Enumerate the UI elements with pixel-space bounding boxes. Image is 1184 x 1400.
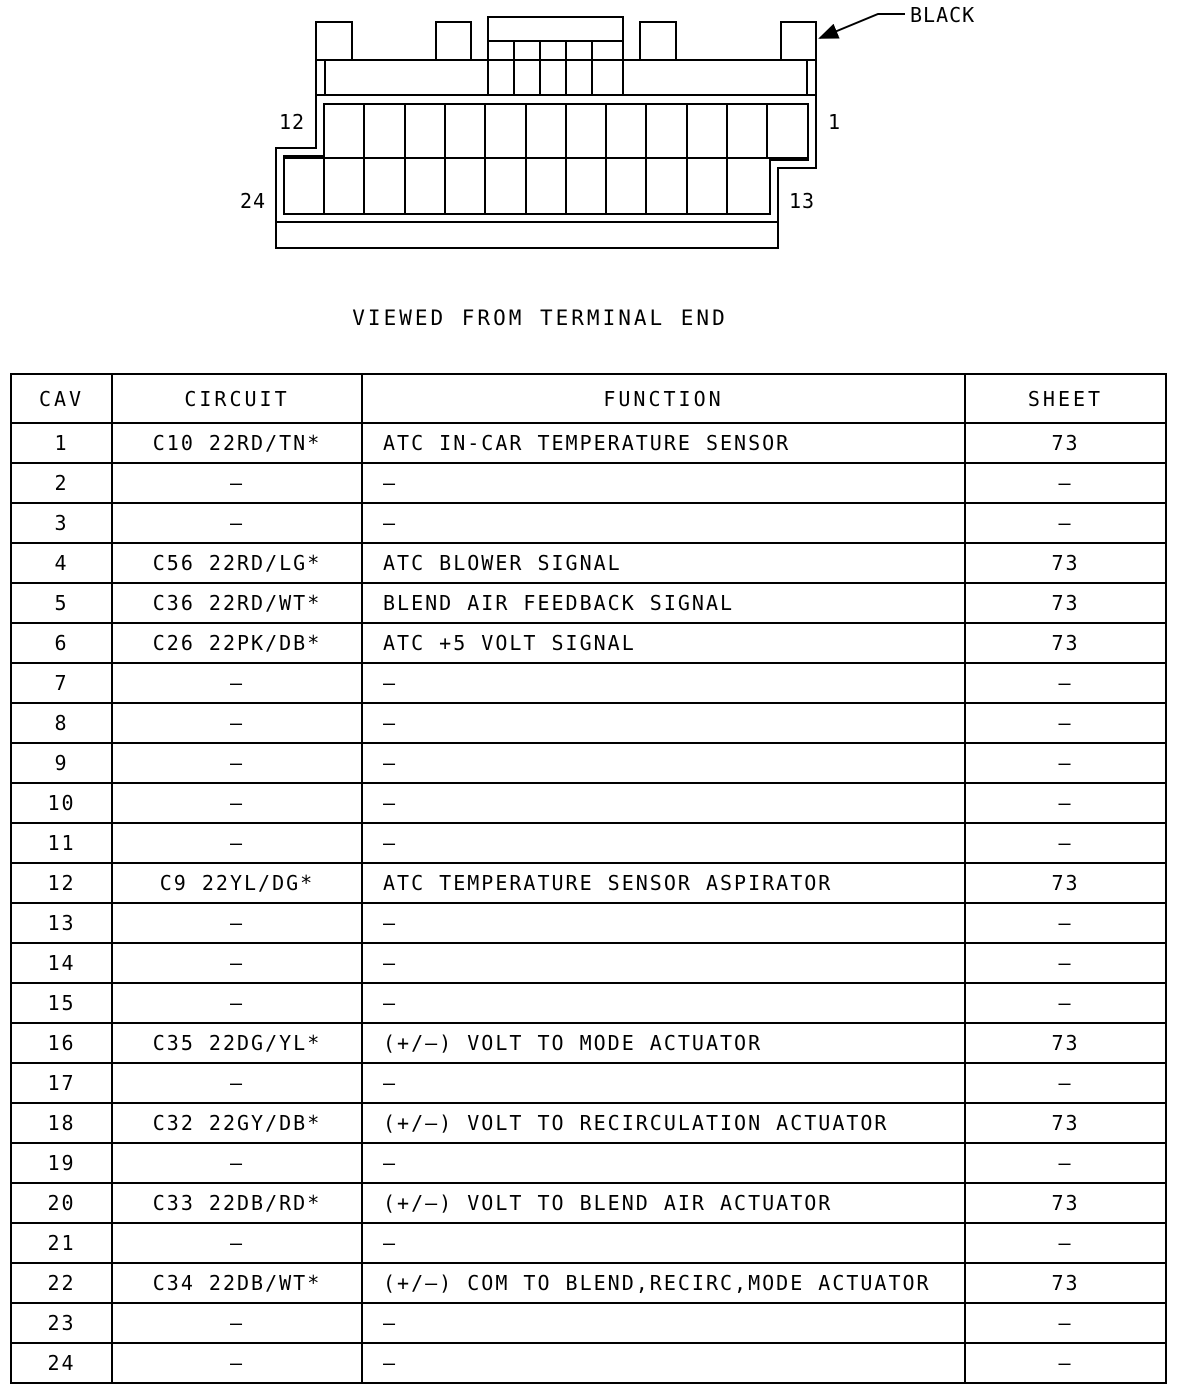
function-cell: (+/—) COM TO BLEND,RECIRC,MODE ACTUATOR: [362, 1263, 965, 1303]
function-cell: —: [362, 1303, 965, 1343]
header-cav: CAV: [11, 374, 112, 423]
sheet-cell: 73: [965, 623, 1166, 663]
sheet-cell: —: [965, 663, 1166, 703]
cavity-label-12: 12: [279, 110, 306, 134]
cav-cell: 17: [11, 1063, 112, 1103]
sheet-cell: 73: [965, 1263, 1166, 1303]
circuit-cell: —: [112, 1143, 362, 1183]
cav-cell: 23: [11, 1303, 112, 1343]
connector-diagram: [0, 0, 1184, 300]
header-sheet: SHEET: [965, 374, 1166, 423]
function-cell: ATC BLOWER SIGNAL: [362, 543, 965, 583]
cav-cell: 24: [11, 1343, 112, 1383]
latch-center-left: [436, 22, 471, 60]
sheet-cell: —: [965, 1143, 1166, 1183]
sheet-cell: —: [965, 503, 1166, 543]
cavity-label-13: 13: [789, 189, 816, 213]
circuit-cell: C35 22DG/YL*: [112, 1023, 362, 1063]
circuit-cell: C36 22RD/WT*: [112, 583, 362, 623]
sheet-cell: 73: [965, 583, 1166, 623]
sheet-cell: 73: [965, 1023, 1166, 1063]
pinout-table: [10, 373, 1167, 1384]
table-row: [11, 423, 1166, 463]
table-row: [11, 1183, 1166, 1223]
table-row: [11, 623, 1166, 663]
circuit-cell: C32 22GY/DB*: [112, 1103, 362, 1143]
circuit-cell: —: [112, 823, 362, 863]
sheet-cell: —: [965, 943, 1166, 983]
cav-cell: 21: [11, 1223, 112, 1263]
sheet-cell: —: [965, 1343, 1166, 1383]
table-row: [11, 1143, 1166, 1183]
connector-base: [276, 222, 778, 248]
circuit-cell: C33 22DB/RD*: [112, 1183, 362, 1223]
function-cell: ATC TEMPERATURE SENSOR ASPIRATOR: [362, 863, 965, 903]
sheet-cell: —: [965, 903, 1166, 943]
circuit-cell: —: [112, 1063, 362, 1103]
cav-cell: 20: [11, 1183, 112, 1223]
sheet-cell: —: [965, 743, 1166, 783]
cav-cell: 1: [11, 423, 112, 463]
cavity-label-1: 1: [828, 110, 842, 134]
circuit-cell: —: [112, 743, 362, 783]
table-row: [11, 1303, 1166, 1343]
circuit-cell: C9 22YL/DG*: [112, 863, 362, 903]
cav-cell: 9: [11, 743, 112, 783]
view-caption: VIEWED FROM TERMINAL END: [352, 306, 728, 330]
function-cell: —: [362, 1223, 965, 1263]
circuit-cell: C34 22DB/WT*: [112, 1263, 362, 1303]
table-row: [11, 823, 1166, 863]
cav-cell: 6: [11, 623, 112, 663]
table-row: [11, 863, 1166, 903]
function-cell: —: [362, 503, 965, 543]
sheet-cell: —: [965, 463, 1166, 503]
sheet-cell: —: [965, 703, 1166, 743]
function-cell: —: [362, 943, 965, 983]
function-cell: —: [362, 743, 965, 783]
circuit-cell: —: [112, 943, 362, 983]
function-cell: —: [362, 783, 965, 823]
function-cell: (+/—) VOLT TO BLEND AIR ACTUATOR: [362, 1183, 965, 1223]
function-cell: —: [362, 663, 965, 703]
cav-cell: 19: [11, 1143, 112, 1183]
circuit-cell: —: [112, 503, 362, 543]
cav-cell: 11: [11, 823, 112, 863]
sheet-cell: —: [965, 1063, 1166, 1103]
table-row: [11, 543, 1166, 583]
sheet-cell: 73: [965, 543, 1166, 583]
table-row: [11, 983, 1166, 1023]
circuit-cell: C26 22PK/DB*: [112, 623, 362, 663]
sheet-cell: 73: [965, 1183, 1166, 1223]
table-row: [11, 1103, 1166, 1143]
function-cell: ATC IN-CAR TEMPERATURE SENSOR: [362, 423, 965, 463]
cav-cell: 14: [11, 943, 112, 983]
function-cell: (+/—) VOLT TO MODE ACTUATOR: [362, 1023, 965, 1063]
table-row: [11, 463, 1166, 503]
cav-cell: 13: [11, 903, 112, 943]
table-row: [11, 903, 1166, 943]
circuit-cell: —: [112, 703, 362, 743]
table-row: [11, 743, 1166, 783]
cav-cell: 18: [11, 1103, 112, 1143]
function-cell: —: [362, 1063, 965, 1103]
latch-right: [781, 22, 816, 60]
cav-cell: 22: [11, 1263, 112, 1303]
table-row: [11, 1343, 1166, 1383]
function-cell: —: [362, 703, 965, 743]
function-cell: —: [362, 903, 965, 943]
function-cell: —: [362, 983, 965, 1023]
table-row: [11, 1063, 1166, 1103]
sheet-cell: —: [965, 783, 1166, 823]
black-leader-arrow: [820, 14, 905, 38]
cav-cell: 3: [11, 503, 112, 543]
circuit-cell: C56 22RD/LG*: [112, 543, 362, 583]
cav-cell: 12: [11, 863, 112, 903]
function-cell: ATC +5 VOLT SIGNAL: [362, 623, 965, 663]
cav-cell: 2: [11, 463, 112, 503]
function-cell: BLEND AIR FEEDBACK SIGNAL: [362, 583, 965, 623]
sheet-cell: 73: [965, 1103, 1166, 1143]
sheet-cell: —: [965, 823, 1166, 863]
cav-cell: 7: [11, 663, 112, 703]
header-circuit: CIRCUIT: [112, 374, 362, 423]
cavity-label-24: 24: [240, 189, 267, 213]
table-row: [11, 663, 1166, 703]
sheet-cell: 73: [965, 423, 1166, 463]
header-function: FUNCTION: [362, 374, 965, 423]
sheet-cell: —: [965, 1223, 1166, 1263]
key-block: [488, 17, 623, 95]
function-cell: —: [362, 1343, 965, 1383]
table-header-row: [11, 374, 1166, 423]
cav-cell: 8: [11, 703, 112, 743]
sheet-cell: —: [965, 983, 1166, 1023]
table-row: [11, 1223, 1166, 1263]
latch-left: [316, 22, 352, 60]
cav-cell: 5: [11, 583, 112, 623]
circuit-cell: —: [112, 1303, 362, 1343]
table-row: [11, 503, 1166, 543]
table-row: [11, 1023, 1166, 1063]
circuit-cell: —: [112, 1343, 362, 1383]
wire-color-label: BLACK: [910, 3, 976, 27]
sheet-cell: 73: [965, 863, 1166, 903]
circuit-cell: C10 22RD/TN*: [112, 423, 362, 463]
latch-center-right: [640, 22, 676, 60]
circuit-cell: —: [112, 663, 362, 703]
table-row: [11, 583, 1166, 623]
function-cell: —: [362, 1143, 965, 1183]
function-cell: —: [362, 463, 965, 503]
circuit-cell: —: [112, 1223, 362, 1263]
cav-cell: 15: [11, 983, 112, 1023]
table-row: [11, 1263, 1166, 1303]
table-row: [11, 703, 1166, 743]
function-cell: —: [362, 823, 965, 863]
cav-cell: 16: [11, 1023, 112, 1063]
circuit-cell: —: [112, 983, 362, 1023]
table-row: [11, 783, 1166, 823]
circuit-cell: —: [112, 783, 362, 823]
cav-cell: 10: [11, 783, 112, 823]
sheet-cell: —: [965, 1303, 1166, 1343]
circuit-cell: —: [112, 903, 362, 943]
cav-cell: 4: [11, 543, 112, 583]
table-row: [11, 943, 1166, 983]
function-cell: (+/—) VOLT TO RECIRCULATION ACTUATOR: [362, 1103, 965, 1143]
circuit-cell: —: [112, 463, 362, 503]
